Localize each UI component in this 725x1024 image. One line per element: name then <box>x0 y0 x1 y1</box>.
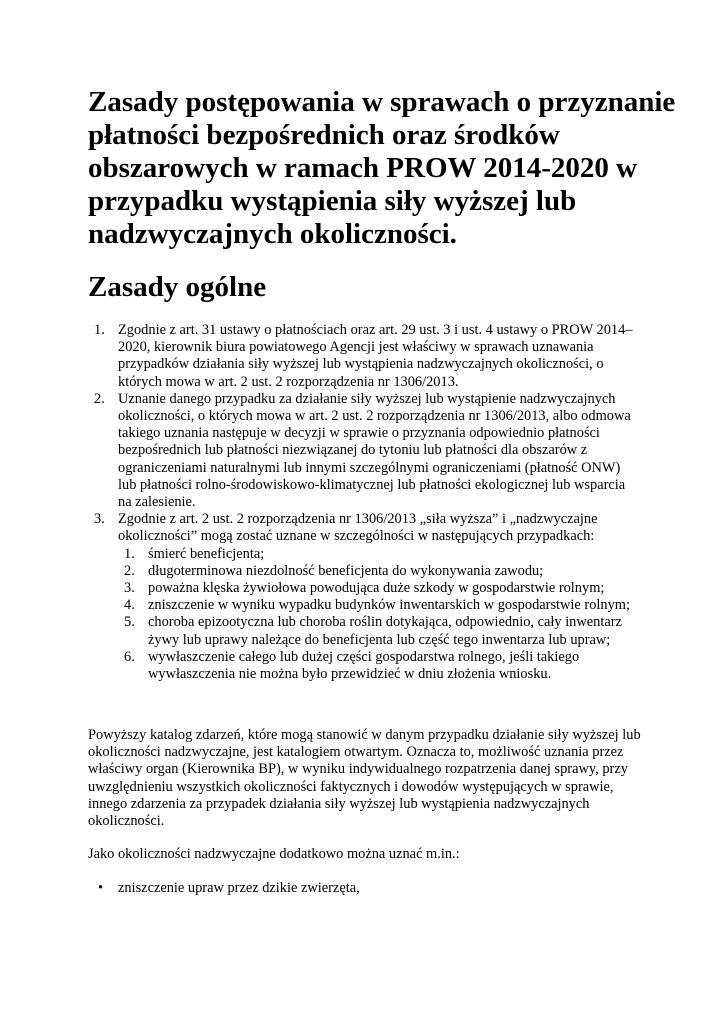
list-item-text: Zgodnie z art. 2 ust. 2 rozporządzenia nr 1306/2013 „siła wyższa” i „nadzwyczajne okoliczności” mogą zostać uznane w szczególności w następujących przypadkach: <box>118 511 598 545</box>
sub-list-item-text: choroba epizootyczna lub choroba roślin dotykająca, odpowiednio, cały inwentarz żywy lub uprawy należące do beneficjenta lub część tego inwentarza lub upraw; <box>148 614 622 648</box>
list-number: 2. <box>94 390 105 407</box>
sub-list-item <box>124 580 638 597</box>
list-number: 1. <box>94 322 105 338</box>
document-title: Zasady postępowania w sprawach o przyznanie płatności bezpośrednich oraz środków obszarowych w ramach PROW 2014-2020 w przypadku wystąpienia siły wyższej lub nadzwyczajnych okoliczności. <box>88 86 676 250</box>
list-item-text: Zgodnie z art. 31 ustawy o płatnościach oraz art. 29 ust. 3 i ust. 4 ustawy o PROW 2014–2020, kierownik biura powiatowego Agencji jest właściwy w sprawach uznawania przypadków działania siły wyższej lub wystąpienia nadzwyczajnych okoliczności, o których mowa w art. 2 ust. 2 rozporządzenia nr 1306/2013. <box>118 322 633 390</box>
sub-list-number: 2. <box>124 562 135 579</box>
sub-list-item-text: długoterminowa niezdolność beneficjenta do wykonywania zawodu; <box>148 562 544 579</box>
sub-list-number: 6. <box>124 648 135 665</box>
bullet-icon: • <box>98 880 104 896</box>
sub-list-item <box>124 614 638 648</box>
sub-list-number: 1. <box>124 545 135 562</box>
list-number: 3. <box>94 511 105 528</box>
list-item <box>94 390 638 511</box>
sub-list-number: 3. <box>124 580 135 597</box>
list-item <box>94 322 638 391</box>
sub-list-item-text: wywłaszczenie całego lub dużej części gospodarstwa rolnego, jeśli takiego wywłaszczenia nie można było przewidzieć w dniu złożenia wniosku. <box>148 648 580 683</box>
paragraph-open-catalog: Powyższy katalog zdarzeń, które mogą stanowić w danym przypadku działanie siły wyższej lub okoliczności nadzwyczajne, jest katalogiem otwartym. Oznacza to, możliwość uznania przez właściwy organ (Kierownika BP), w wyniku indywidualnego rozpatrzenia danej sprawy, przy uwzględnieniu wszystkich okoliczności faktycznych i dowodów występujących w sprawie, innego zdarzenia za przypadek działania siły wyższej lub wystąpienia nadzwyczajnych okoliczności. <box>88 727 641 830</box>
paragraph-additional: Jako okoliczności nadzwyczajne dodatkowo można uznać m.in.: <box>88 846 460 862</box>
sub-list-item-text: śmierć beneficjenta; <box>148 545 265 562</box>
sub-list-number: 4. <box>124 597 135 614</box>
list-item <box>94 511 638 683</box>
sub-list-item-text: zniszczenie w wyniku wypadku budynków inwentarskich w gospodarstwie rolnym; <box>148 597 630 614</box>
list-item-text: Uznanie danego przypadku za działanie siły wyższej lub wystąpienie nadzwyczajnych okoliczności, o których mowa w art. 2 ust. 2 rozporządzenia nr 1306/2013, albo odmowa takiego uznania następuje w decyzji w sprawie o przyznania odpowiednio płatności bezpośrednich lub płatności niezwiązanej do tytoniu lub płatności dla obszarów z ograniczeniami naturalnymi lub innymi szczególnymi ograniczeniami (płatność ONW) lub płatności rolno-środowiskowo-klimatycznej lub płatności ekologicznej lub wsparcia na zalesienie. <box>118 390 631 511</box>
sub-list-item <box>124 545 638 563</box>
sub-list-item <box>124 597 638 614</box>
sub-list-item <box>124 648 638 683</box>
bullet-item <box>98 880 638 897</box>
sub-numbered-list <box>118 546 638 684</box>
sub-list-number: 5. <box>124 614 135 631</box>
sub-list-item-text: poważna klęska żywiołowa powodująca duże szkody w gospodarstwie rolnym; <box>148 580 605 597</box>
main-numbered-list <box>94 322 638 683</box>
section-heading: Zasady ogólne <box>88 271 267 303</box>
bullet-list <box>98 880 638 897</box>
sub-list-item <box>124 562 638 580</box>
bullet-item-text: zniszczenie upraw przez dzikie zwierzęta, <box>118 880 360 896</box>
